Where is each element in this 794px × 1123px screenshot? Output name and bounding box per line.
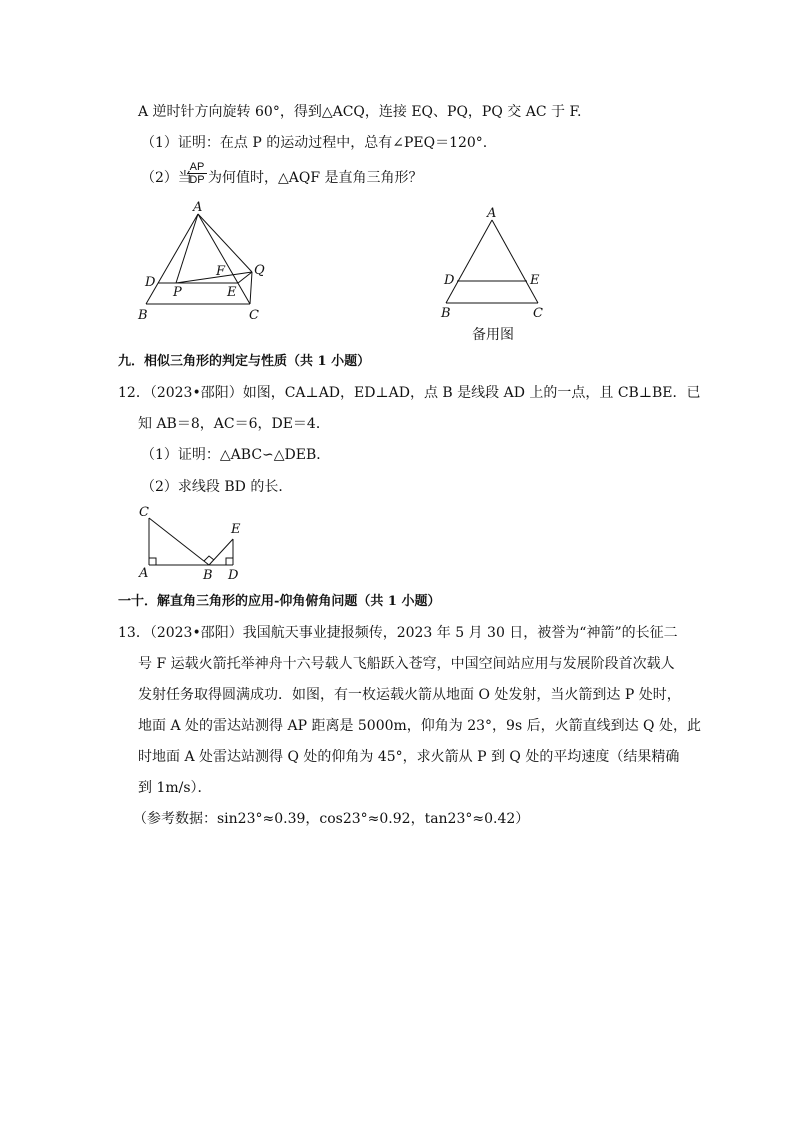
seg-AB <box>146 214 198 304</box>
seg-AC <box>492 220 538 303</box>
label-B: B <box>138 308 148 323</box>
label-P: P <box>173 285 182 300</box>
label-E: E <box>231 522 241 537</box>
label-E: E <box>227 285 237 300</box>
p12-line1: 12．（2023•邵阳）如图，CA⊥AD，ED⊥AD，点 B 是线段 AD 上的一点，且 CB⊥BE．已 <box>118 385 701 401</box>
p13-line2: 号 F 运载火箭托举神舟十六号载人飞船跃入苍穹，中国空间站应用与发展阶段首次载人 <box>138 656 675 672</box>
p11-line1: A 逆时针方向旋转 60°，得到△ACQ，连接 EQ、PQ，PQ 交 AC 于 F. <box>138 104 582 120</box>
right-angle-A <box>149 558 156 565</box>
fraction-denominator: DP <box>189 174 205 186</box>
p11-question-1: （1）证明：在点 P 的运动过程中，总有∠PEQ＝120°. <box>141 135 488 151</box>
p13-line6: 到 1m/s）． <box>138 780 212 796</box>
p12-line2: 知 AB＝8，AC＝6，DE＝4． <box>138 416 330 432</box>
p13-line5: 时地面 A 处雷达站测得 Q 处的仰角为 45°，求火箭从 P 到 Q 处的平均速度（结果精确 <box>138 749 680 765</box>
label-A: A <box>487 206 497 221</box>
p12-question-1: （1）证明：△ABC∽△DEB． <box>141 447 331 463</box>
p13-line1: 13．（2023•邵阳）我国航天事业捷报频传，2023 年 5 月 30 日，被誉为“神箭”的长征二 <box>118 625 678 641</box>
p11-question-2-prefix: （2）当 <box>141 170 192 186</box>
p13-reference-data: （参考数据：sin23°≈0.39，cos23°≈0.92，tan23°≈0.42） <box>133 811 530 827</box>
p11-figure-main <box>130 195 280 325</box>
p13-line4: 地面 A 处的雷达站测得 AP 距离是 5000m，仰角为 23°，9s 后，火箭直线到达 Q 处，此 <box>138 718 701 734</box>
section-9-heading: 九．相似三角形的判定与性质（共 1 小题） <box>118 354 371 369</box>
label-C: C <box>533 306 543 321</box>
label-D: D <box>444 273 455 288</box>
seg-AP <box>176 214 198 283</box>
p11-backup-caption: 备用图 <box>472 327 514 343</box>
p12-figure <box>130 500 250 585</box>
label-D: D <box>228 568 239 583</box>
section-11-heading: 一十．解直角三角形的应用-仰角俯角问题（共 1 小题） <box>118 594 441 609</box>
label-Q: Q <box>254 263 265 278</box>
label-D: D <box>145 275 156 290</box>
p13-line3: 发射任务取得圆满成功．如图，有一枚运载火箭从地面 O 处发射，当火箭到达 P 处时， <box>138 687 681 703</box>
label-B: B <box>441 306 451 321</box>
label-A: A <box>193 200 203 215</box>
p11-fraction <box>187 161 207 186</box>
label-A: A <box>139 566 149 581</box>
right-angle-B <box>204 556 214 561</box>
label-C: C <box>139 505 149 520</box>
seg-AC <box>198 214 250 304</box>
seg-CB <box>149 518 209 565</box>
p12-question-2: （2）求线段 BD 的长． <box>141 479 293 495</box>
fraction-numerator: AP <box>187 161 207 174</box>
p11-question-2-suffix: 为何值时，△AQF 是直角三角形？ <box>208 170 423 186</box>
label-E: E <box>530 273 540 288</box>
seg-AB <box>446 220 492 303</box>
right-angle-D <box>226 558 233 565</box>
label-B: B <box>203 568 213 583</box>
label-F: F <box>216 264 226 279</box>
seg-QC <box>250 272 252 304</box>
p11-figure-backup <box>435 200 555 325</box>
seg-BE <box>209 539 233 565</box>
label-C: C <box>249 308 259 323</box>
